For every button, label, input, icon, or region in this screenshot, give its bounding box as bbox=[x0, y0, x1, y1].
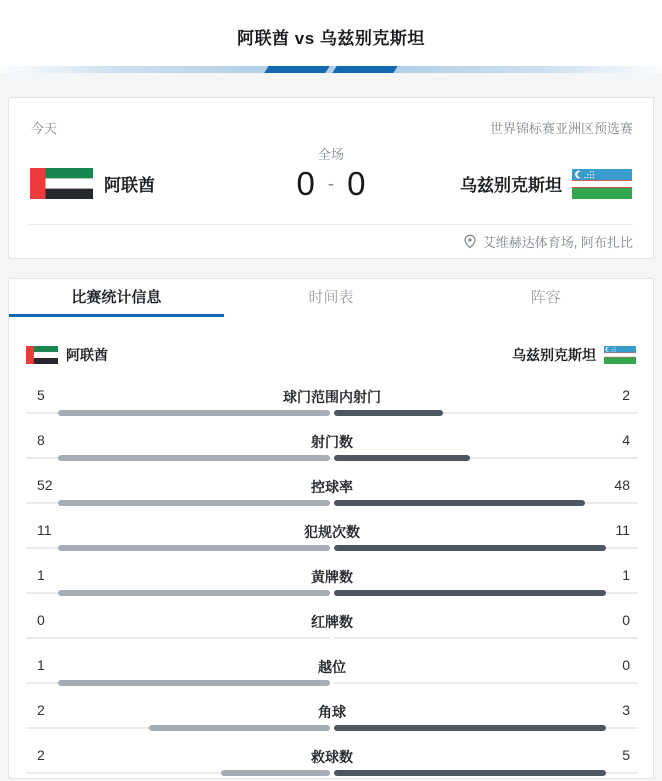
stat-home-value: 11 bbox=[37, 522, 52, 538]
stat-home-bar bbox=[58, 590, 330, 596]
stats-card bbox=[8, 278, 654, 779]
stat-home-bar bbox=[58, 410, 330, 416]
stat-bar bbox=[26, 410, 638, 416]
stat-away-bar bbox=[334, 770, 606, 776]
stat-label: 黄牌数 bbox=[311, 569, 353, 585]
stat-away-value: 48 bbox=[614, 477, 630, 493]
stat-bar bbox=[26, 770, 638, 776]
stat-bar bbox=[26, 545, 638, 551]
stat-home-value: 2 bbox=[37, 747, 45, 763]
stat-row bbox=[26, 387, 638, 432]
stat-away-value: 2 bbox=[622, 387, 630, 403]
stat-label: 红牌数 bbox=[311, 614, 353, 630]
home-score: 0 bbox=[296, 165, 315, 202]
stat-bar bbox=[26, 590, 638, 596]
stat-label: 救球数 bbox=[311, 749, 353, 765]
stat-label: 角球 bbox=[318, 704, 346, 720]
stats-rows bbox=[9, 387, 653, 779]
stats-team-header bbox=[9, 345, 653, 365]
competition-name: 世界锦标赛亚洲区预选赛 bbox=[489, 121, 633, 136]
stats-home-team-name: 阿联酋 bbox=[66, 347, 108, 363]
stat-row bbox=[26, 432, 638, 477]
stat-home-bar bbox=[58, 500, 330, 506]
stat-home-value: 5 bbox=[37, 387, 45, 403]
away-team bbox=[366, 169, 632, 199]
stat-bar bbox=[26, 500, 638, 506]
stat-away-bar bbox=[334, 590, 606, 596]
stat-bar bbox=[26, 725, 638, 731]
stat-label: 控球率 bbox=[311, 479, 353, 495]
match-date: 今天 bbox=[31, 121, 58, 136]
stat-away-value: 0 bbox=[622, 657, 630, 673]
uae-flag-icon bbox=[26, 346, 58, 364]
stat-track-right bbox=[334, 682, 638, 684]
stat-home-bar bbox=[58, 680, 330, 686]
location-pin-icon bbox=[463, 234, 477, 249]
venue-name: 艾维赫达体育场, 阿布扎比 bbox=[482, 235, 633, 250]
stat-home-value: 1 bbox=[37, 567, 45, 583]
stat-row bbox=[26, 522, 638, 567]
stat-track-left bbox=[26, 637, 330, 639]
stat-label: 射门数 bbox=[311, 434, 353, 450]
stat-home-bar bbox=[58, 455, 330, 461]
stat-home-bar bbox=[149, 725, 330, 731]
stat-label: 越位 bbox=[318, 659, 346, 675]
tab-lineups[interactable]: 阵容 bbox=[530, 289, 561, 306]
stat-row bbox=[26, 747, 638, 779]
stat-bar bbox=[26, 635, 638, 641]
stat-away-value: 4 bbox=[622, 432, 630, 448]
stat-home-value: 52 bbox=[37, 477, 53, 493]
stat-home-value: 0 bbox=[37, 612, 45, 628]
uae-flag-icon bbox=[30, 168, 93, 199]
stat-bar bbox=[26, 455, 638, 461]
divider-segment bbox=[264, 66, 329, 73]
stat-away-bar bbox=[334, 545, 606, 551]
home-team-name: 阿联酋 bbox=[104, 176, 155, 195]
venue-row bbox=[29, 224, 633, 258]
stat-away-bar bbox=[334, 500, 585, 506]
scoreboard-card bbox=[8, 97, 654, 259]
stat-row bbox=[26, 702, 638, 747]
away-team-name: 乌兹别克斯坦 bbox=[460, 176, 562, 195]
uzbekistan-flag-icon bbox=[604, 346, 636, 364]
tab-timeline[interactable]: 时间表 bbox=[308, 289, 354, 306]
stat-row bbox=[26, 567, 638, 612]
stat-away-value: 3 bbox=[622, 702, 630, 718]
stat-away-value: 5 bbox=[622, 747, 630, 763]
uzbekistan-flag-icon bbox=[572, 169, 632, 199]
tab-bar bbox=[9, 279, 653, 317]
away-score: 0 bbox=[347, 165, 366, 202]
stat-home-bar bbox=[58, 545, 330, 551]
score-separator: - bbox=[327, 173, 335, 195]
decorative-divider bbox=[0, 66, 662, 73]
stat-row bbox=[26, 477, 638, 522]
stat-home-value: 2 bbox=[37, 702, 45, 718]
stat-label: 犯规次数 bbox=[304, 524, 360, 540]
stat-track-right bbox=[334, 637, 638, 639]
stat-away-value: 11 bbox=[615, 522, 630, 538]
page-header bbox=[0, 0, 662, 66]
page-title: 阿联酋 vs 乌兹别克斯坦 bbox=[237, 28, 425, 48]
tab-match-stats[interactable]: 比赛统计信息 bbox=[9, 279, 224, 317]
match-period: 全场 bbox=[317, 147, 344, 162]
stats-away-team bbox=[512, 345, 636, 365]
home-team bbox=[30, 168, 296, 199]
stat-home-value: 1 bbox=[37, 657, 45, 673]
stat-away-value: 1 bbox=[622, 567, 630, 583]
stat-home-bar bbox=[221, 770, 330, 776]
stat-bar bbox=[26, 680, 638, 686]
stat-away-bar bbox=[334, 725, 606, 731]
stats-home-team bbox=[26, 345, 108, 365]
stats-away-team-name: 乌兹别克斯坦 bbox=[512, 347, 596, 363]
stat-away-bar bbox=[334, 455, 470, 461]
stat-home-value: 8 bbox=[37, 432, 45, 448]
divider-segment bbox=[332, 66, 397, 73]
stat-row bbox=[26, 612, 638, 657]
stat-label: 球门范围内射门 bbox=[283, 389, 381, 405]
stat-away-bar bbox=[334, 410, 443, 416]
stat-away-value: 0 bbox=[622, 612, 630, 628]
stat-row bbox=[26, 657, 638, 702]
score bbox=[296, 167, 365, 200]
